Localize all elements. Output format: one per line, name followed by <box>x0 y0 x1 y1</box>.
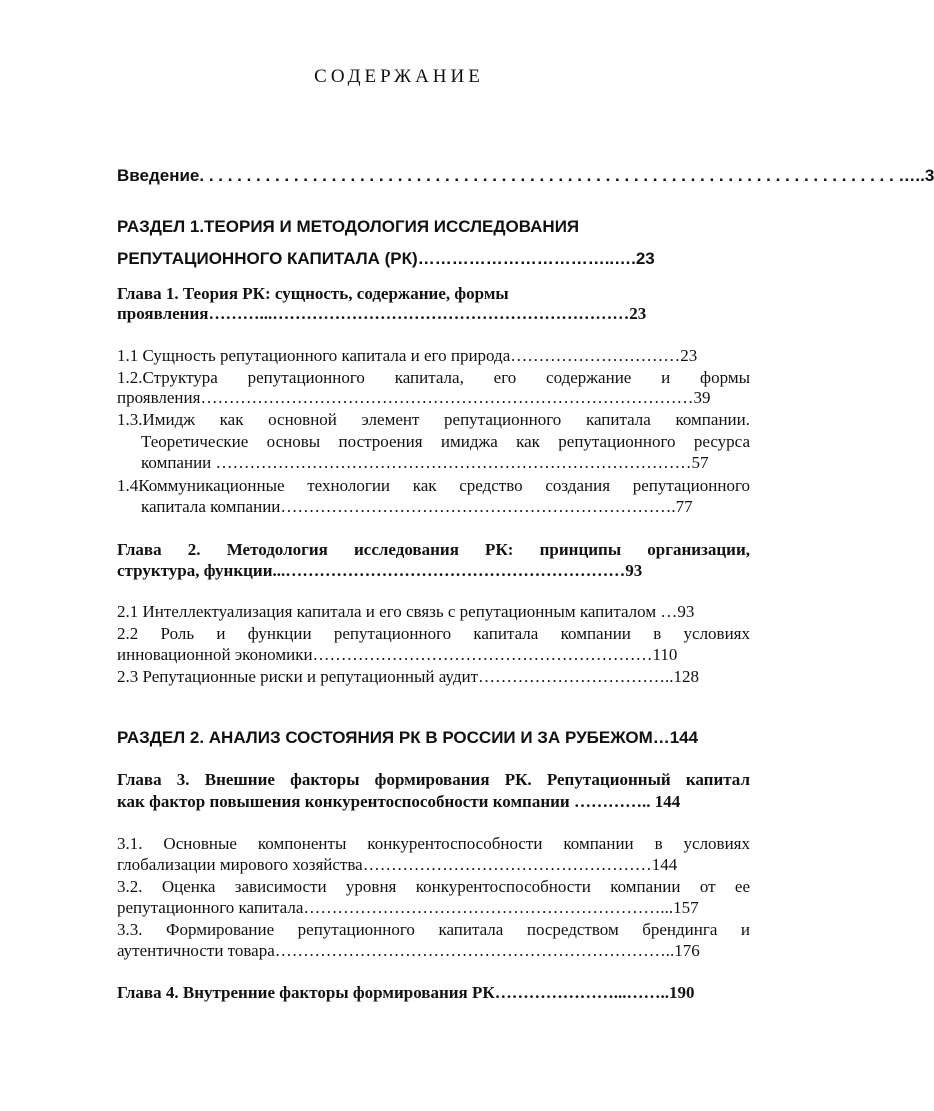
toc-item-2-3: 2.3 Репутационные риски и репутационный аудит……………………………..128 <box>117 667 700 686</box>
toc-chapter-3: Глава 3. Внешние факторы формирования РК. Репутационный капитал <box>117 770 750 789</box>
toc-item-2-2: 2.2 Роль и функции репутационного капитала компании в условиях <box>117 624 750 643</box>
toc-item-1-3: 1.3.Имидж как основной элемент репутационного капитала компании. <box>117 410 750 429</box>
toc-chapter-2-cont: структура, функции...……………………………………………………93 <box>117 561 643 580</box>
toc-chapter-2: Глава 2. Методология исследования РК: принципы организации, <box>117 540 750 559</box>
toc-item-1-4: 1.4Коммуникационные технологии как средство создания репутационного <box>117 476 750 495</box>
toc-chapter-1: Глава 1. Теория РК: сущность, содержание, формы <box>117 284 509 303</box>
toc-item-3-2: 3.2. Оценка зависимости уровня конкурентоспособности компании от ее <box>117 877 750 896</box>
toc-item-1-1: 1.1 Сущность репутационного капитала и его природа…………………………23 <box>117 346 698 365</box>
toc-chapter-4: Глава 4. Внутренние факторы формирования РК…………………...……..190 <box>117 983 695 1002</box>
toc-title: СОДЕРЖАНИЕ <box>314 66 484 87</box>
toc-item-1-4-cont: капитала компании…………………………………………………………….77 <box>141 497 693 516</box>
toc-item-2-2-cont: инновационной экономики……………………………………………………110 <box>117 645 678 664</box>
toc-item-3-3: 3.3. Формирование репутационного капитала посредством брендинга и <box>117 920 750 939</box>
toc-item-3-1: 3.1. Основные компоненты конкурентоспособности компании в условиях <box>117 834 750 853</box>
toc-item-3-1-cont: глобализации мирового хозяйства……………………………………………144 <box>117 855 678 874</box>
toc-item-3-2-cont: репутационного капитала………………………………………………………...157 <box>117 898 699 917</box>
toc-chapter-1-cont: проявления………...………………………………………………………23 <box>117 304 647 323</box>
toc-item-2-1: 2.1 Интеллектуализация капитала и его связь с репутационным капиталом …93 <box>117 602 695 621</box>
toc-item-3-3-cont: аутентичности товара……………………………………………………………..176 <box>117 941 700 960</box>
toc-item-1-3-cont2: компании …………………………………………………………………………57 <box>141 453 709 472</box>
toc-item-1-3-cont: Теоретические основы построения имиджа как репутационного ресурса <box>141 432 750 451</box>
toc-introduction: Введение. . . . . . . . . . . . . . . . . . . . . . . . . . . . . . . . . . . . . . . . . . . . . . . . . . . . . . . . . . . . . . . . . . . . . . . . . . …..3 <box>117 166 934 185</box>
toc-item-1-2-cont: проявления……………………………………………………………………………39 <box>117 388 711 407</box>
toc-section-1-heading: РАЗДЕЛ 1.ТЕОРИЯ И МЕТОДОЛОГИЯ ИССЛЕДОВАНИЯ <box>117 217 580 236</box>
toc-item-1-2: 1.2.Структура репутационного капитала, его содержание и формы <box>117 368 750 387</box>
toc-chapter-3-cont: как фактор повышения конкурентоспособности компании ………….. 144 <box>117 792 681 811</box>
toc-section-2-heading: РАЗДЕЛ 2. АНАЛИЗ СОСТОЯНИЯ РК В РОССИИ И ЗА РУБЕЖОМ…144 <box>117 728 699 747</box>
toc-section-1-heading-cont: РЕПУТАЦИОННОГО КАПИТАЛА (РК)……………………………..….23 <box>117 249 655 268</box>
